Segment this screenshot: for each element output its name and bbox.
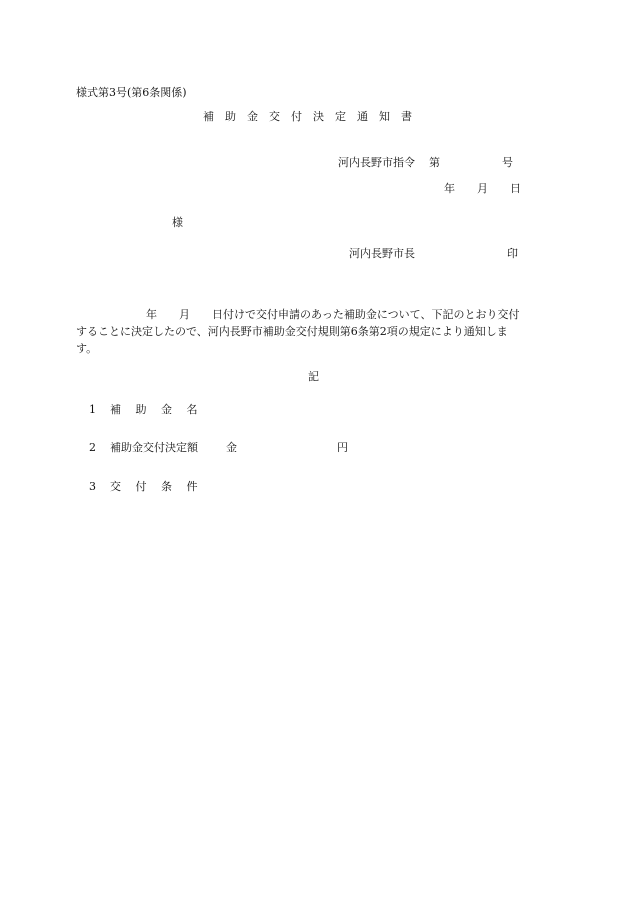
item-label: 交 付 条 件 bbox=[110, 480, 198, 493]
item-subsidy-amount bbox=[89, 441, 348, 455]
item-label: 補助金交付決定額 bbox=[110, 441, 198, 454]
body-line-1 bbox=[90, 306, 550, 323]
item-label: 補 助 金 名 bbox=[110, 403, 198, 416]
issuer-office: 河内長野市指令 bbox=[338, 156, 415, 169]
body-month: 月 bbox=[179, 308, 190, 321]
item-subsidy-name bbox=[89, 403, 198, 417]
item-number: 1 bbox=[89, 403, 96, 416]
item-grant-conditions bbox=[89, 480, 198, 494]
mayor-title: 河内長野市長 bbox=[349, 247, 415, 260]
mayor-line bbox=[349, 247, 518, 261]
item-yen: 円 bbox=[337, 441, 348, 454]
issuer-line bbox=[338, 156, 513, 170]
issuer-dai: 第 bbox=[429, 156, 440, 169]
document-title-text: 補 助 金 交 付 決 定 通 知 書 bbox=[203, 110, 412, 123]
document-title bbox=[203, 110, 412, 124]
date-year: 年 bbox=[444, 182, 455, 195]
ki-heading: 記 bbox=[308, 370, 319, 383]
body-line-1-rest: 日付けで交付申請のあった補助金について、下記のとおり交付 bbox=[212, 308, 520, 321]
form-number: 様式第3号(第6条関係) bbox=[76, 86, 187, 99]
item-number: 2 bbox=[89, 441, 96, 454]
date-line bbox=[444, 182, 521, 196]
issuer-go: 号 bbox=[502, 156, 513, 169]
addressee-suffix: 様 bbox=[172, 216, 183, 229]
body-line-3: す。 bbox=[76, 342, 98, 355]
date-day: 日 bbox=[510, 182, 521, 195]
body-line-2: することに決定したので、河内長野市補助金交付規則第6条第2項の規定により通知しま bbox=[76, 325, 508, 338]
body-year: 年 bbox=[146, 308, 157, 321]
date-month: 月 bbox=[477, 182, 488, 195]
seal-mark: 印 bbox=[507, 247, 518, 260]
item-kin: 金 bbox=[226, 441, 237, 454]
body-text bbox=[76, 306, 550, 357]
item-number: 3 bbox=[89, 480, 96, 493]
